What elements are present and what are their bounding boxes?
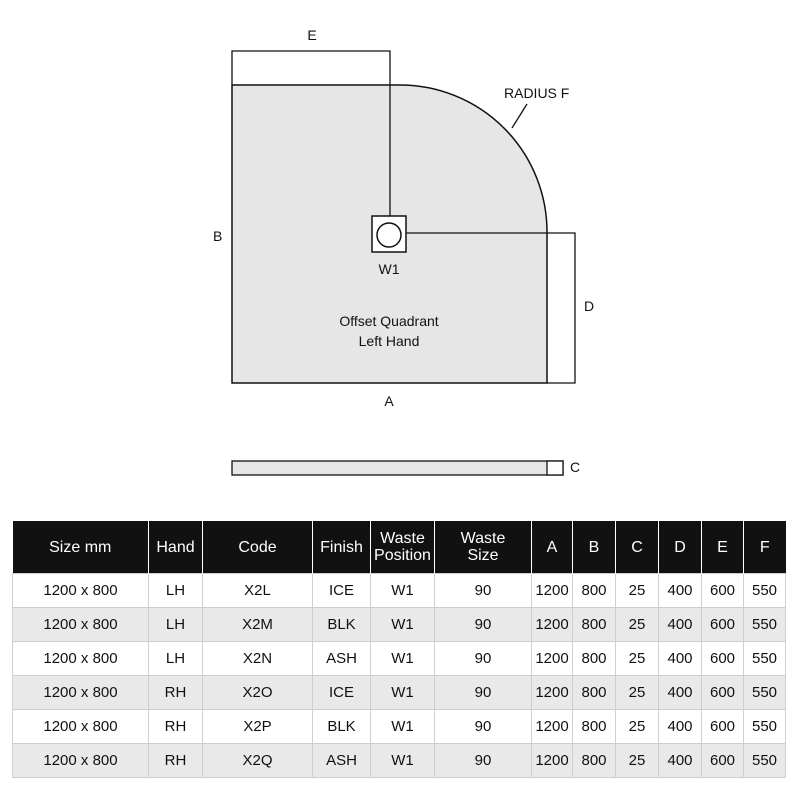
cell-b: 800 xyxy=(573,642,616,676)
header-size: Size mm xyxy=(13,521,149,574)
header-waste-position xyxy=(371,521,435,574)
cell-waste-position: W1 xyxy=(371,642,435,676)
cell-e: 600 xyxy=(702,744,744,778)
cell-finish: ASH xyxy=(313,744,371,778)
cell-size: 1200 x 800 xyxy=(13,574,149,608)
header-d: D xyxy=(659,521,702,574)
cell-code: X2O xyxy=(203,676,313,710)
header-finish: Finish xyxy=(313,521,371,574)
label-d: D xyxy=(584,298,595,314)
label-e: E xyxy=(307,27,317,43)
cell-a: 1200 xyxy=(532,642,573,676)
cell-b: 800 xyxy=(573,676,616,710)
waste-outlet-icon xyxy=(372,216,406,252)
cell-hand: LH xyxy=(149,574,203,608)
cell-e: 600 xyxy=(702,608,744,642)
cell-hand: RH xyxy=(149,676,203,710)
cell-c: 25 xyxy=(616,710,659,744)
table-row xyxy=(13,744,786,778)
header-b: B xyxy=(573,521,616,574)
spec-table-body xyxy=(13,574,786,778)
label-radius-f: RADIUS F xyxy=(504,85,570,101)
radius-leader-line xyxy=(512,104,527,128)
cell-c: 25 xyxy=(616,574,659,608)
cell-finish: ICE xyxy=(313,676,371,710)
cell-f: 550 xyxy=(744,744,786,778)
cell-d: 400 xyxy=(659,608,702,642)
cell-c: 25 xyxy=(616,608,659,642)
cell-waste-position: W1 xyxy=(371,574,435,608)
cell-hand: LH xyxy=(149,642,203,676)
cell-f: 550 xyxy=(744,710,786,744)
header-row xyxy=(13,521,786,574)
header-a: A xyxy=(532,521,573,574)
table-row xyxy=(13,710,786,744)
cell-waste-size: 90 xyxy=(435,574,532,608)
cell-size: 1200 x 800 xyxy=(13,676,149,710)
header-waste-size-line1: Waste xyxy=(460,530,506,547)
cell-b: 800 xyxy=(573,710,616,744)
spec-table xyxy=(12,521,786,778)
tray-side-view xyxy=(232,461,563,475)
cell-b: 800 xyxy=(573,744,616,778)
cell-a: 1200 xyxy=(532,744,573,778)
cell-code: X2M xyxy=(203,608,313,642)
header-f: F xyxy=(744,521,786,574)
cell-d: 400 xyxy=(659,642,702,676)
header-waste-position-line2: Position xyxy=(374,547,431,564)
cell-finish: ICE xyxy=(313,574,371,608)
header-waste-position-line1: Waste xyxy=(380,530,425,547)
cell-code: X2L xyxy=(203,574,313,608)
cell-b: 800 xyxy=(573,608,616,642)
cell-hand: RH xyxy=(149,710,203,744)
cell-f: 550 xyxy=(744,642,786,676)
cell-waste-position: W1 xyxy=(371,676,435,710)
cell-size: 1200 x 800 xyxy=(13,608,149,642)
cell-hand: LH xyxy=(149,608,203,642)
cell-a: 1200 xyxy=(532,676,573,710)
cell-code: X2Q xyxy=(203,744,313,778)
cell-code: X2P xyxy=(203,710,313,744)
tray-name-line2: Left Hand xyxy=(358,333,420,349)
table-row xyxy=(13,642,786,676)
cell-d: 400 xyxy=(659,574,702,608)
table-row xyxy=(13,574,786,608)
label-c: C xyxy=(570,459,581,475)
cell-c: 25 xyxy=(616,744,659,778)
header-waste-size-line2: Size xyxy=(467,547,499,564)
cell-waste-position: W1 xyxy=(371,744,435,778)
header-waste-size xyxy=(435,521,532,574)
cell-d: 400 xyxy=(659,744,702,778)
cell-c: 25 xyxy=(616,642,659,676)
cell-f: 550 xyxy=(744,676,786,710)
cell-a: 1200 xyxy=(532,574,573,608)
label-b: B xyxy=(213,228,223,244)
cell-waste-size: 90 xyxy=(435,676,532,710)
cell-a: 1200 xyxy=(532,608,573,642)
cell-b: 800 xyxy=(573,574,616,608)
cell-finish: ASH xyxy=(313,642,371,676)
cell-waste-size: 90 xyxy=(435,608,532,642)
header-code: Code xyxy=(203,521,313,574)
cell-a: 1200 xyxy=(532,710,573,744)
tray-name-line1: Offset Quadrant xyxy=(339,313,439,329)
table-row xyxy=(13,676,786,710)
cell-e: 600 xyxy=(702,676,744,710)
table-row xyxy=(13,608,786,642)
cell-waste-size: 90 xyxy=(435,710,532,744)
cell-size: 1200 x 800 xyxy=(13,642,149,676)
cell-waste-size: 90 xyxy=(435,642,532,676)
cell-e: 600 xyxy=(702,574,744,608)
cell-finish: BLK xyxy=(313,710,371,744)
header-hand: Hand xyxy=(149,521,203,574)
cell-e: 600 xyxy=(702,642,744,676)
cell-size: 1200 x 800 xyxy=(13,710,149,744)
cell-d: 400 xyxy=(659,710,702,744)
cell-finish: BLK xyxy=(313,608,371,642)
cell-waste-position: W1 xyxy=(371,710,435,744)
label-a: A xyxy=(384,393,394,409)
cell-waste-size: 90 xyxy=(435,744,532,778)
label-waste-w1: W1 xyxy=(378,261,400,277)
cell-e: 600 xyxy=(702,710,744,744)
cell-c: 25 xyxy=(616,676,659,710)
cell-d: 400 xyxy=(659,676,702,710)
cell-f: 550 xyxy=(744,608,786,642)
header-e: E xyxy=(702,521,744,574)
cell-f: 550 xyxy=(744,574,786,608)
cell-hand: RH xyxy=(149,744,203,778)
cell-size: 1200 x 800 xyxy=(13,744,149,778)
header-c: C xyxy=(616,521,659,574)
cell-waste-position: W1 xyxy=(371,608,435,642)
cell-code: X2N xyxy=(203,642,313,676)
